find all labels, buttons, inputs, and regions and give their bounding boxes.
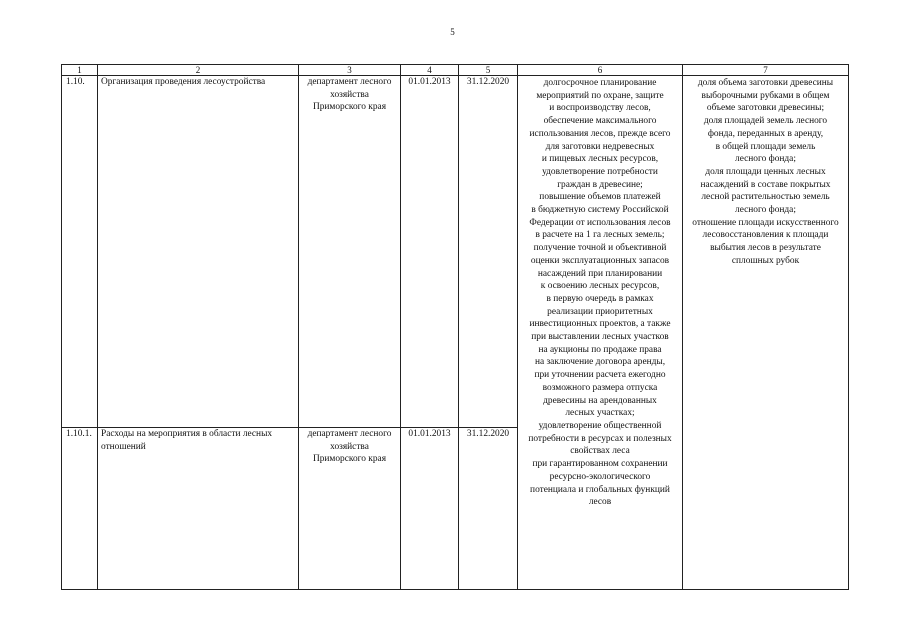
expected-result-line: обеспечение максимального (543, 116, 657, 127)
expected-result-line: использования лесов, прежде всего (529, 128, 671, 139)
expected-result-line: древесины на арендованных (543, 395, 657, 406)
expected-result-line: потребности в ресурсах и полезных (528, 433, 672, 444)
indicator-line: выбытия лесов в результате (710, 243, 821, 254)
indicator-line: в общей площади земель (715, 141, 816, 152)
expected-result-line: в расчете на 1 га лесных земель; (535, 230, 665, 241)
expected-result-line: возможного размера отпуска (542, 382, 658, 393)
measure-name (98, 428, 299, 590)
indicator-line: фонда, переданных в аренду, (707, 128, 824, 139)
row-number: 1.10.1. (62, 428, 98, 590)
indicator-line: объеме заготовки древесины; (706, 103, 825, 114)
indicator-line: выборочными рубками в общем (701, 90, 830, 101)
column-header: 5 (459, 65, 518, 76)
column-number-row (62, 65, 849, 76)
target-indicators-text (686, 76, 845, 268)
executor-line: Приморского края (312, 454, 387, 465)
column-header: 4 (401, 65, 459, 76)
expected-result-line: свойствах леса (570, 446, 630, 457)
expected-results-cell (518, 76, 683, 590)
expected-result-line: инвестиционных проектов, а также (529, 319, 671, 330)
start-date: 01.01.2013 (401, 76, 459, 428)
expected-result-line: при уточнении расчета ежегодно (534, 370, 666, 381)
executor-cell (299, 428, 401, 590)
indicator-line: лесовосстановления к площади (702, 230, 829, 241)
expected-result-line: получение точной и объективной (533, 243, 667, 254)
expected-result-line: лесных участках; (565, 408, 635, 419)
target-indicators-cell (683, 76, 849, 590)
program-table (61, 64, 849, 590)
expected-result-line: ресурсно-экологического (549, 471, 651, 482)
page-number: 5 (450, 27, 455, 37)
expected-result-line: и пищевых лесных ресурсов, (541, 154, 659, 165)
expected-results-text (521, 76, 679, 509)
expected-result-line: в бюджетную систему Российской (531, 205, 669, 216)
expected-result-line: и воспроизводству лесов, (549, 103, 651, 114)
end-date: 31.12.2020 (459, 428, 518, 590)
table-row (62, 76, 849, 428)
expected-result-line: при выставлении лесных участков (531, 332, 669, 343)
column-header: 7 (683, 65, 849, 76)
expected-result-line: к освоению лесных ресурсов, (540, 281, 660, 292)
executor-line: Приморского края (312, 102, 387, 113)
indicator-line: доля площади ценных лесных (705, 166, 826, 177)
column-header: 6 (518, 65, 683, 76)
expected-result-line: удовлетворение общественной (538, 420, 662, 431)
indicator-line: доля площадей земель лесного (703, 116, 828, 127)
expected-result-line: насаждений при планировании (537, 268, 663, 279)
expected-result-line: на заключение договора аренды, (534, 357, 666, 368)
expected-result-line: реализации приоритетных (547, 306, 653, 317)
measure-name-line: Расходы на мероприятия в области лесных (101, 429, 273, 439)
expected-result-line: долгосрочное планирование (543, 78, 657, 88)
indicator-line: сплошных рубок (731, 255, 800, 266)
executor-line: хозяйства (330, 441, 369, 452)
column-header: 1 (62, 65, 98, 76)
start-date: 01.01.2013 (401, 428, 459, 590)
measure-name: Организация проведения лесоустройства (98, 76, 299, 428)
expected-result-line: на аукционы по продаже права (538, 344, 662, 355)
expected-result-line: удовлетворение потребности (542, 166, 658, 177)
executor-line: департамент лесного (307, 77, 392, 87)
indicator-line: лесной растительностью земель (701, 192, 830, 203)
executor-cell (299, 76, 401, 428)
indicator-line: насаждений в составе покрытых (700, 179, 831, 190)
indicator-line: лесного фонда; (735, 205, 796, 216)
expected-result-line: в первую очередь в рамках (546, 293, 654, 304)
column-header: 2 (98, 65, 299, 76)
expected-result-line: оценки эксплуатационных запасов (530, 255, 670, 266)
expected-result-line: лесов (588, 497, 612, 508)
row-number: 1.10. (62, 76, 98, 428)
indicator-line: отношение площади искусственного (692, 217, 839, 228)
expected-result-line: мероприятий по охране, защите (536, 90, 664, 101)
column-header: 3 (299, 65, 401, 76)
expected-result-line: при гарантированном сохранении (532, 459, 668, 470)
measure-name-line: отношений (101, 441, 146, 452)
expected-result-line: потенциала и глобальных функций (530, 484, 670, 495)
expected-result-line: граждан в древесине; (557, 179, 643, 190)
expected-result-line: для заготовки недревесных (545, 141, 655, 152)
executor-line: хозяйства (330, 89, 369, 100)
indicator-line: лесного фонда; (735, 154, 796, 165)
expected-result-line: Федерации от использования лесов (529, 217, 671, 228)
indicator-line: доля объема заготовки древесины (697, 78, 834, 88)
expected-result-line: повышение объемов платежей (539, 192, 661, 203)
end-date: 31.12.2020 (459, 76, 518, 428)
executor-line: департамент лесного (307, 429, 392, 439)
